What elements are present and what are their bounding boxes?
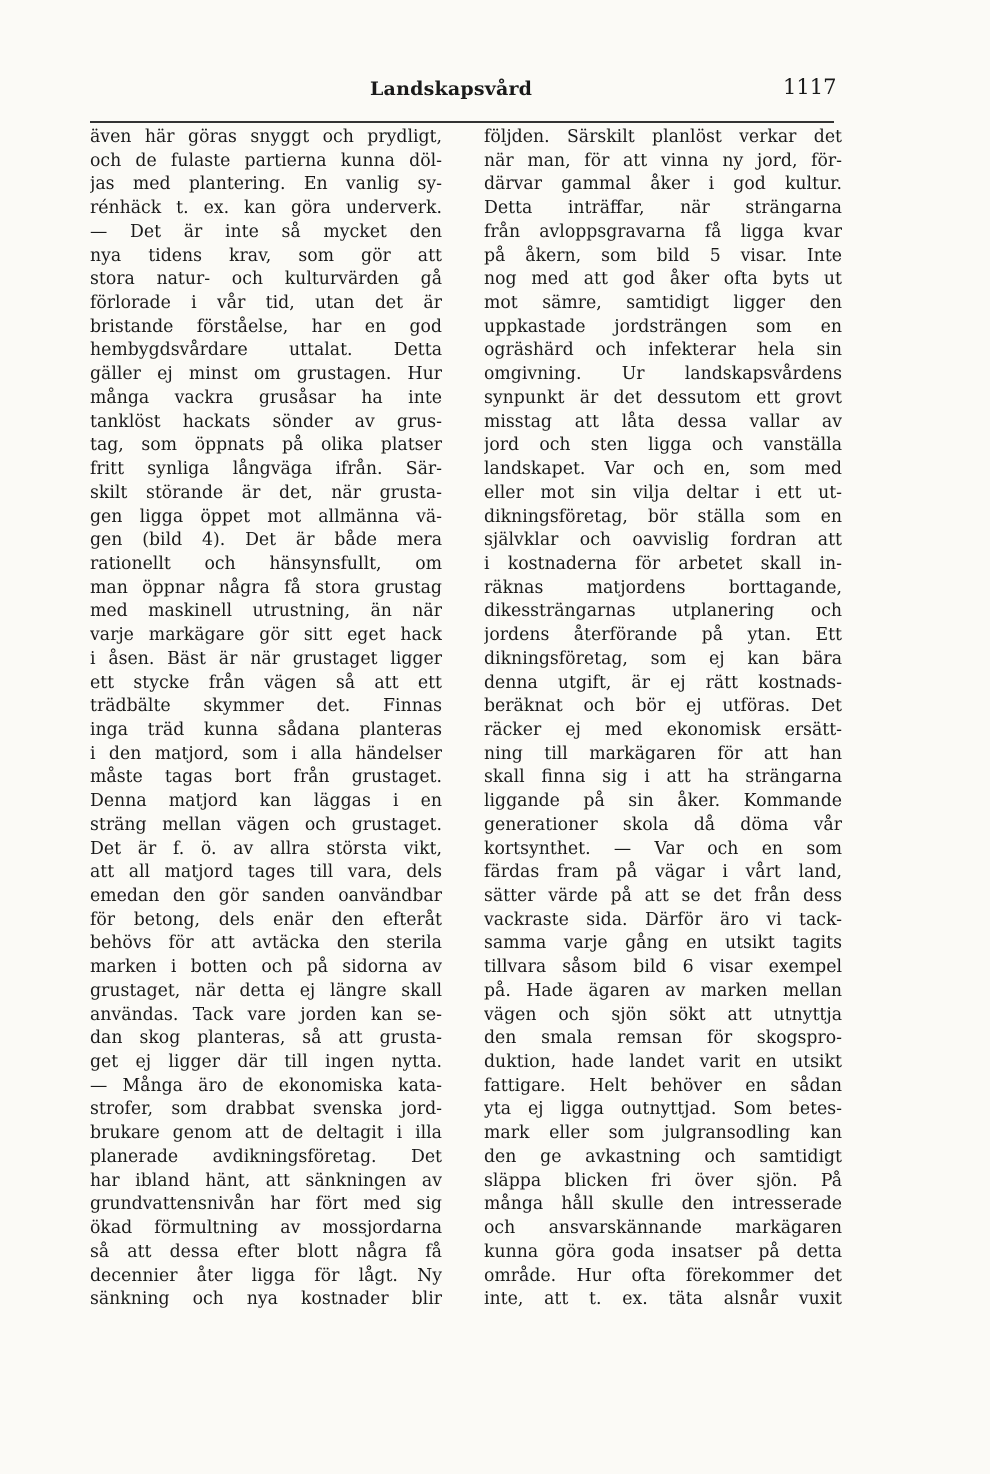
text-line: stora natur- och kulturvärden gå	[90, 269, 442, 290]
text-line: synpunkt är det dessutom ett grovt	[484, 387, 842, 408]
page-number: 1117	[783, 75, 837, 99]
text-line: att all matjord tages till vara, dels	[90, 862, 442, 883]
text-line: kortsynthet. — Var och en som	[484, 838, 842, 859]
text-line: färdas fram på vägar i vårt land,	[484, 862, 842, 883]
text-line: så att dessa efter blott några få	[90, 1241, 442, 1262]
text-line: gen ligga öppet mot allmänna vä-	[90, 506, 442, 527]
text-line: bristande förståelse, har en god	[90, 316, 442, 337]
text-line: ning till markägaren för att han	[484, 743, 842, 764]
text-line: marken i botten och på sidorna av	[90, 957, 442, 978]
text-line: från avloppsgravarna få ligga kvar	[484, 221, 842, 242]
text-line: varje markägare gör sitt eget hack	[90, 625, 442, 646]
text-line: omgivning. Ur landskapsvårdens	[484, 364, 842, 385]
text-line: misstag att låta dessa vallar av	[484, 411, 842, 432]
text-line: duktion, hade landet varit en utsikt	[484, 1052, 842, 1073]
text-line: planerade avdikningsföretag. Det	[90, 1146, 442, 1167]
text-line: Detta inträffar, när strängarna	[484, 198, 842, 219]
text-line: jord och sten ligga och vanställa	[484, 435, 842, 456]
text-line: fritt synliga långväga ifrån. Sär-	[90, 459, 442, 480]
text-line: grustaget, när detta ej längre skall	[90, 980, 442, 1001]
text-line: måste tagas bort från grustaget.	[90, 767, 442, 788]
text-line: tag, som öppnats på olika platser	[90, 435, 442, 456]
text-line: sätter värde på att se det från dess	[484, 886, 842, 906]
text-line: gen (bild 4). Det är både mera	[90, 530, 442, 551]
text-line: fattigare. Helt behöver en sådan	[484, 1075, 842, 1096]
text-line: vägen och sjön sökt att utnyttja	[484, 1004, 842, 1025]
text-line: ett stycke från vägen så att ett	[90, 672, 442, 693]
text-line: rénhäck t. ex. kan göra underverk.	[90, 198, 442, 219]
text-line: mark eller som julgransodling kan	[484, 1123, 842, 1144]
text-line: rationellt och hänsynsfullt, om	[90, 553, 442, 574]
text-line: räknas matjordens borttagande,	[484, 577, 842, 598]
text-line: även här göras snyggt och prydligt,	[90, 127, 442, 147]
text-line: dikningsföretag, som ej kan bära	[484, 648, 842, 669]
text-line: för betong, dels enär den efteråt	[90, 909, 442, 930]
text-line: dikessträngarnas utplanering och	[484, 601, 842, 622]
text-line: strofer, som drabbat svenska jord-	[90, 1099, 442, 1120]
text-line: räcker ej med ekonomisk ersätt-	[484, 719, 842, 740]
text-line: därvar gammal åker i god kultur.	[484, 174, 842, 195]
text-line: grundvattensnivån har fört med sig	[90, 1194, 442, 1215]
text-line: trädbälte skymmer det. Finnas	[90, 696, 442, 717]
text-line: område. Hur ofta förekommer det	[484, 1265, 842, 1286]
text-line: brukare genom att de deltagit i illa	[90, 1123, 442, 1144]
text-line: sträng mellan vägen och grustaget.	[90, 814, 442, 835]
text-line: när man, för att vinna ny jord, för-	[484, 150, 842, 171]
text-line: och de fulaste partierna kunna döl-	[90, 150, 442, 171]
text-line: kunna göra goda insatser på detta	[484, 1241, 842, 1262]
text-line: på åkern, som bild 5 visar. Inte	[484, 245, 842, 266]
text-line: uppkastade jordsträngen som en	[484, 316, 842, 337]
text-line: nya tidens krav, som gör att	[90, 245, 442, 266]
text-line: dan skog planteras, så att grusta-	[90, 1028, 442, 1049]
text-line: yta ej ligga outnyttjad. Som betes-	[484, 1099, 842, 1120]
text-line: nog med att god åker ofta byts ut	[484, 269, 842, 290]
text-line: decennier åter ligga för lågt. Ny	[90, 1265, 442, 1286]
text-line: — Det är inte så mycket den	[90, 221, 442, 242]
text-line: denna utgift, är ej rätt kostnads-	[484, 672, 842, 693]
right-text-column	[484, 126, 842, 1312]
text-line: följden. Särskilt planlöst verkar det	[484, 127, 842, 147]
running-header-title: Landskapsvård	[370, 78, 533, 100]
text-line: hembygdsvårdare uttalat. Detta	[90, 340, 442, 361]
text-line: i kostnaderna för arbetet skall in-	[484, 553, 842, 574]
text-line: användas. Tack vare jorden kan se-	[90, 1004, 442, 1025]
text-line: den ge avkastning och samtidigt	[484, 1146, 842, 1167]
text-line: liggande på sin åker. Kommande	[484, 791, 842, 812]
text-line: eller mot sin vilja deltar i ett ut-	[484, 482, 842, 503]
text-line: självklar och oavvislig fordran att	[484, 530, 842, 551]
text-line: i åsen. Bäst är när grustaget ligger	[90, 648, 442, 669]
text-line: många vackra grusåsar ha inte	[90, 387, 442, 408]
text-line: har ibland hänt, att sänkningen av	[90, 1170, 442, 1191]
text-line: ökad förmultning av mossjordarna	[90, 1218, 442, 1239]
text-line: man öppnar några få stora grustag	[90, 577, 442, 598]
text-line: gäller ej minst om grustagen. Hur	[90, 364, 442, 385]
text-line: Denna matjord kan läggas i en	[90, 791, 442, 812]
text-line: generationer skola då döma vår	[484, 814, 842, 835]
text-line: i den matjord, som i alla händelser	[90, 743, 442, 764]
text-line: get ej ligger där till ingen nytta.	[90, 1052, 442, 1073]
text-line: förlorade i vår tid, utan det är	[90, 293, 442, 314]
text-line: behövs för att avtäcka den sterila	[90, 933, 442, 954]
text-line: många håll skulle den intresserade	[484, 1194, 842, 1215]
text-line: beräknat och bör ej utföras. Det	[484, 696, 842, 717]
text-line: den smala remsan för skogspro-	[484, 1028, 842, 1049]
text-line: Det är f. ö. av allra största vikt,	[90, 838, 442, 859]
text-line: med maskinell utrustning, än när	[90, 601, 442, 622]
text-line: skall finna sig i att ha strängarna	[484, 767, 842, 788]
text-line: — Många äro de ekonomiska kata-	[90, 1075, 442, 1096]
text-line: landskapet. Var och en, som med	[484, 459, 842, 480]
text-line: tillvara såsom bild 6 visar exempel	[484, 957, 842, 978]
text-line: emedan den gör sanden oanvändbar	[90, 886, 442, 906]
text-line: jordens återförande på ytan. Ett	[484, 625, 842, 646]
text-line: och ansvarskännande markägaren	[484, 1218, 842, 1239]
text-line: ogräshärd och infekterar hela sin	[484, 340, 842, 361]
left-text-column	[90, 126, 442, 1312]
text-line: jas med plantering. En vanlig sy-	[90, 174, 442, 195]
text-line: släppa blicken fri över sjön. På	[484, 1170, 842, 1191]
text-line: vackraste sida. Därför äro vi tack-	[484, 909, 842, 930]
text-line: tanklöst hackats sönder av grus-	[90, 411, 442, 432]
header-rule	[90, 121, 834, 123]
text-line: på. Hade ägaren av marken mellan	[484, 980, 842, 1001]
text-line: sänkning och nya kostnader blir	[90, 1289, 442, 1310]
text-line: skilt störande är det, när grusta-	[90, 482, 442, 503]
text-line: samma varje gång en utsikt tagits	[484, 933, 842, 954]
text-line: inte, att t. ex. täta alsnår vuxit	[484, 1289, 842, 1310]
text-line: dikningsföretag, bör ställa som en	[484, 506, 842, 527]
text-line: inga träd kunna sådana planteras	[90, 719, 442, 740]
text-line: mot sämre, samtidigt ligger den	[484, 293, 842, 314]
